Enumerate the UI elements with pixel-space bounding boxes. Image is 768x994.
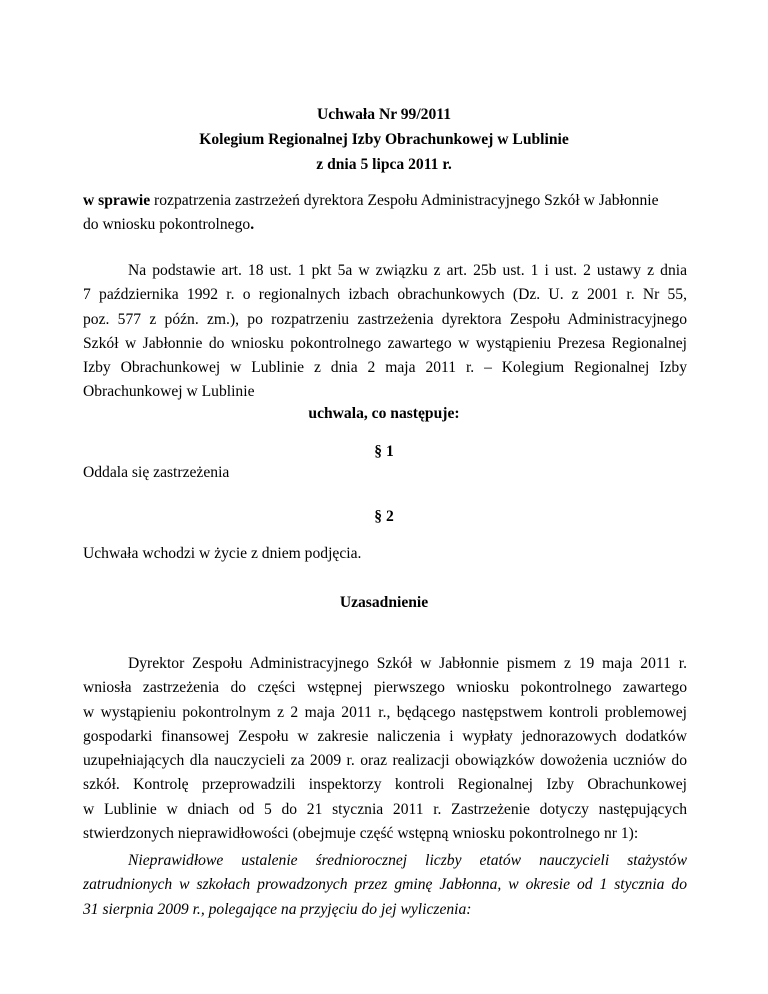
section-2-heading: § 2 — [374, 508, 394, 525]
justification-line: Dyrektor Zespołu Administracyjnego Szkół w Jabłonnie pismem z 19 maja 2011 r. — [128, 655, 687, 672]
subject-text-end: do wniosku pokontrolnego — [83, 216, 251, 234]
subject-text: rozpatrzenia zastrzeżeń dyrektora Zespołu Administracyjnego Szkół w Jabłonnie — [150, 192, 659, 209]
resolution-date: z dnia 5 lipca 2011 r. — [316, 156, 452, 173]
irregularity-line: zatrudnionych w szkołach prowadzonych przez gminę Jabłonna, w okresie od 1 stycznia do — [83, 876, 687, 894]
justification-line: wniosła zastrzeżenia do części wstępnej pierwszego wniosku pokontrolnego zawartego — [83, 679, 687, 697]
justification-line: w wystąpieniu pokontrolnym z 2 maja 2011 r., będącego następstwem kontroli problemowej — [83, 703, 687, 721]
justification-line: uzupełniających dla nauczycieli za 2009 r. oraz realizacji obowiązków dowożenia uczniów do — [83, 752, 687, 770]
section-1-text: Oddala się zastrzeżenia — [83, 464, 230, 481]
preamble-paragraph — [83, 259, 687, 405]
resolves-clause: uchwala, co następuje: — [308, 405, 460, 422]
justification-line: gospodarki finansowej Zespołu w zakresie naliczenia i wypłaty jednorazowych dodatków — [83, 727, 687, 745]
section-1-heading: § 1 — [374, 443, 394, 460]
subject-paragraph — [83, 189, 687, 238]
resolution-number: Uchwała Nr 99/2011 — [317, 106, 451, 123]
subject-line-2 — [83, 213, 687, 237]
preamble-line: Obrachunkowej w Lublinie — [83, 383, 255, 401]
preamble-line: Na podstawie art. 18 ust. 1 pkt 5a w związku z art. 25b ust. 1 i ust. 2 ustawy z dnia — [128, 262, 687, 279]
irregularity-line: 31 sierpnia 2009 r., polegające na przyjęciu do jej wyliczenia: — [83, 900, 472, 918]
justification-line: w Lublinie w dniach od 5 do 21 stycznia 2011 r. Zastrzeżenie dotyczy następujących — [83, 800, 687, 818]
justification-line: szkół. Kontrolę przeprowadzili inspektorzy kontroli Regionalnej Izby Obrachunkowej — [83, 776, 687, 794]
subject-line-1 — [83, 189, 687, 213]
justification-heading: Uzasadnienie — [339, 594, 429, 611]
preamble-line: Szkół w Jabłonnie do wniosku pokontrolnego zawartego w wystąpieniu Prezesa Regionalnej — [83, 334, 687, 352]
section-2-text: Uchwała wchodzi w życie z dniem podjęcia. — [83, 545, 362, 562]
document-header — [0, 102, 768, 177]
justification-line: stwierdzonych nieprawidłowości (obejmuje część wstępną wniosku pokontrolnego nr 1): — [83, 825, 639, 843]
preamble-line: Izby Obrachunkowej w Lublinie z dnia 2 maja 2011 r. – Kolegium Regionalnej Izby — [83, 359, 687, 377]
irregularity-line: Nieprawidłowe ustalenie średniorocznej liczby etatów nauczycieli stażystów — [128, 852, 687, 869]
issuing-body: Kolegium Regionalnej Izby Obrachunkowej w Lublinie — [199, 131, 569, 148]
subject-prefix: w sprawie — [83, 192, 151, 209]
justification-paragraph — [83, 652, 687, 846]
preamble-line: poz. 577 z późn. zm.), po rozpatrzeniu zastrzeżenia dyrektora Zespołu Administracyjnego — [83, 310, 687, 328]
subject-period: . — [250, 216, 255, 234]
preamble-line: 7 października 1992 r. o regionalnych izbach obrachunkowych (Dz. U. z 2001 r. Nr 55, — [83, 286, 687, 304]
irregularity-paragraph — [83, 849, 687, 922]
